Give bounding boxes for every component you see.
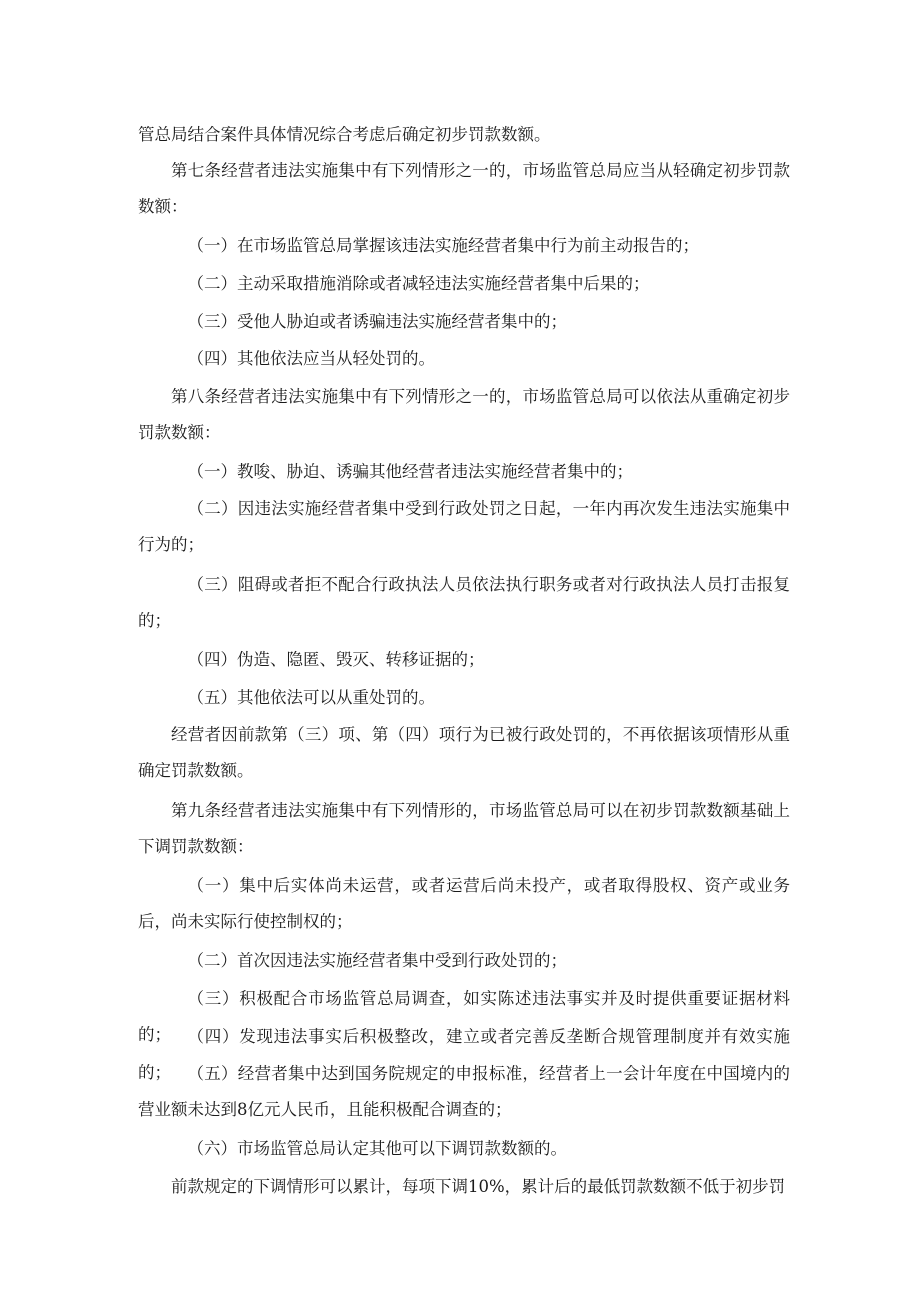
- article-7-item-3: （三）受他人胁迫或者诱骗违法实施经营者集中的；: [187, 312, 567, 331]
- article-9: 第九条经营者违法实施集中有下列情形的，市场监管总局可以在初步罚款数额基础上下调罚款数额：: [138, 801, 790, 856]
- article-8-note: 经营者因前款第（三）项、第（四）项行为已被行政处罚的，不再依据该项情形从重确定罚款数额。: [138, 725, 790, 780]
- article-9-item-5: （五）经营者集中达到国务院规定的申报标准，经营者上一会计年度在中国境内的营业额未达到8亿元人民币，且能积极配合调查的；: [138, 1064, 790, 1119]
- article-7-item-1: （一）在市场监管总局掌握该违法实施经营者集中行为前主动报告的；: [187, 236, 699, 255]
- article-9-item-6: （六）市场监管总局认定其他可以下调罚款数额的。: [187, 1139, 567, 1158]
- article-7-item-4: （四）其他依法应当从轻处罚的。: [187, 349, 435, 368]
- article-8-item-1: （一）教唆、胁迫、诱骗其他经营者违法实施经营者集中的；: [187, 462, 633, 481]
- article-8: 第八条经营者违法实施集中有下列情形之一的，市场监管总局可以依法从重确定初步罚款数额：: [138, 387, 790, 442]
- paragraph-continuation: 管总局结合案件具体情况综合考虑后确定初步罚款数额。: [138, 125, 551, 144]
- article-9-item-3: （三）积极配合市场监管总局调查，如实陈述违法事实并及时提供重要证据材料的；: [138, 989, 790, 1044]
- article-8-item-5: （五）其他依法可以从重处罚的。: [187, 688, 435, 707]
- article-9-note: 前款规定的下调情形可以累计，每项下调10%，累计后的最低罚款数额不低于初步罚: [171, 1177, 786, 1196]
- article-9-item-1: （一）集中后实体尚未运营，或者运营后尚未投产，或者取得股权、资产或业务后，尚未实际行使控制权的；: [138, 876, 790, 931]
- article-9-item-2: （二）首次因违法实施经营者集中受到行政处罚的；: [187, 951, 567, 970]
- article-8-item-2: （二）因违法实施经营者集中受到行政处罚之日起，一年内再次发生违法实施集中行为的；: [138, 499, 790, 554]
- article-8-item-4: （四）伪造、隐匿、毁灭、转移证据的；: [187, 650, 485, 669]
- article-8-item-3: （三）阻碍或者拒不配合行政执法人员依法执行职务或者对行政执法人员打击报复的；: [138, 575, 790, 630]
- article-7: 第七条经营者违法实施集中有下列情形之一的，市场监管总局应当从轻确定初步罚款数额：: [138, 161, 790, 216]
- article-9-item-4: （四）发现违法事实后积极整改，建立或者完善反垄断合规管理制度并有效实施的；: [138, 1027, 790, 1082]
- article-7-item-2: （二）主动采取措施消除或者减轻违法实施经营者集中后果的；: [187, 274, 650, 293]
